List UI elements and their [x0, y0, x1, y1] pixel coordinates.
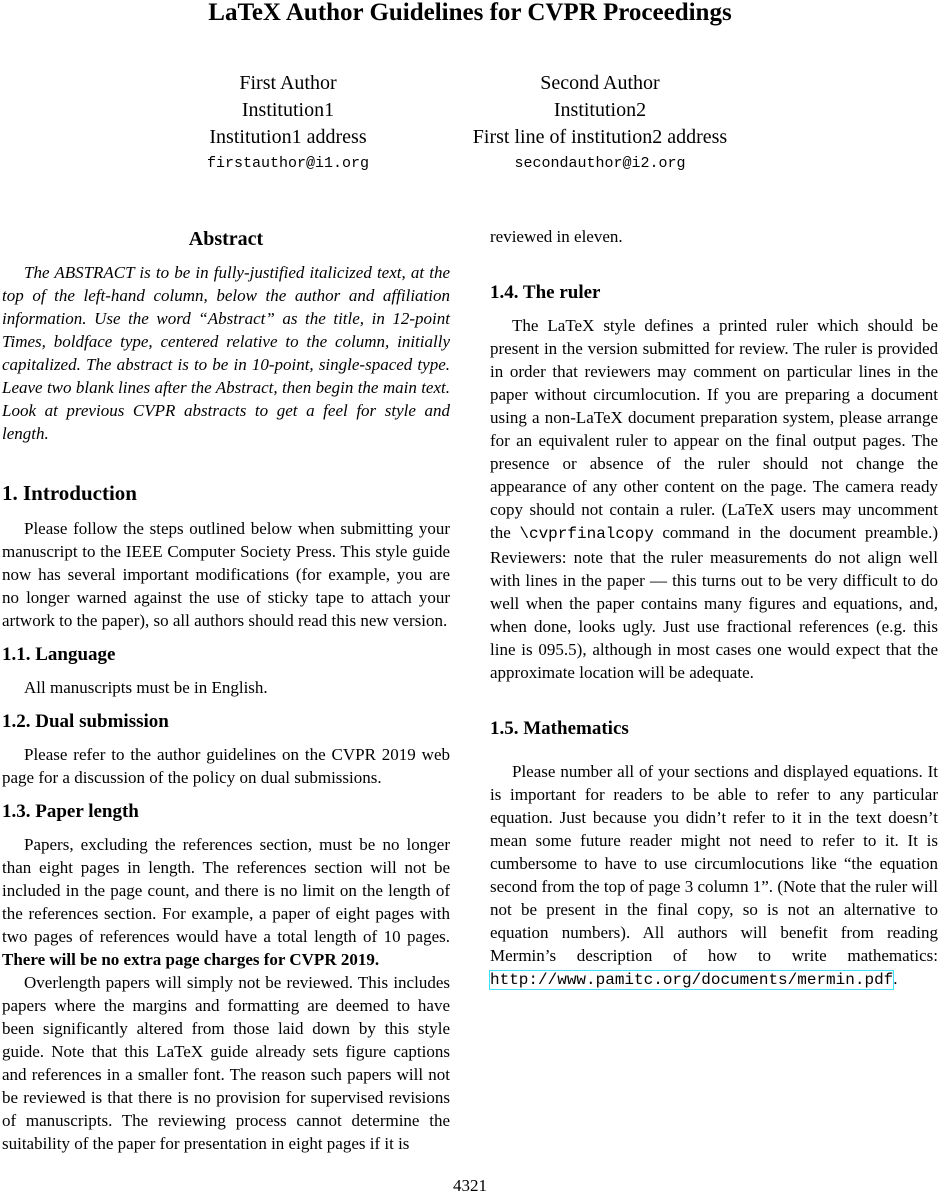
left-column: [2, 225, 450, 1155]
paper-title: LaTeX Author Guidelines for CVPR Proceedings: [208, 0, 732, 26]
author-2-email: secondauthor@i2.org: [514, 155, 686, 172]
paper-length-heading: 1.3. Paper length: [2, 801, 139, 822]
author-2-address: First line of institution2 address: [472, 126, 728, 148]
paper-length-paragraph-2-continued: reviewed in eleven.: [490, 227, 623, 246]
author-2: [440, 70, 760, 175]
ruler-text-b: command in the document preamble.) Reviewers: note that the ruler measurements do not align well with lines in the paper — this turns out to be very difficult to do well when the paper contains many figures and equations, and, when done, looks ugly. Just use fractional references (e.g. this line is 095.5), although in most cases one would expect that the approximate location will be adequate.: [490, 523, 938, 682]
mathematics-heading: 1.5. Mathematics: [490, 718, 629, 739]
ruler-text: [490, 314, 938, 684]
ruler-heading: 1.4. The ruler: [490, 282, 601, 303]
author-1-institution: Institution1: [241, 99, 335, 121]
mermin-link[interactable]: http://www.pamitc.org/documents/mermin.pdf: [490, 971, 894, 989]
author-1: [198, 70, 378, 175]
no-extra-charges-note: There will be no extra page charges for CVPR 2019.: [2, 950, 380, 969]
language-text: All manuscripts must be in English.: [24, 678, 268, 697]
ruler-text-a: The LaTeX style defines a printed ruler which should be present in the version submitted for review. The ruler is provided in order that reviewers may comment on particular lines in the paper without circumlocution. If you are preparing a document using a non-LaTeX document preparation system, please arrange for an equivalent ruler to appear on the final output pages. The presence or absence of the ruler should not change the appearance of any other content on the page. The camera ready copy should not contain a ruler. (LaTeX users may uncomment the: [490, 316, 938, 542]
abstract-text: The ABSTRACT is to be in fully-justified italicized text, at the top of the left-hand column, below the author and affiliation information. Use the word “Abstract” as the title, in 12-point Times, boldface type, centered relative to the column, initially capitalized. The abstract is to be in 10-point, single-spaced type. Leave two blank lines after the Abstract, then begin the main text. Look at previous CVPR abstracts to get a feel for style and length.: [2, 263, 450, 443]
introduction-text: Please follow the steps outlined below when submitting your manuscript to the IEEE Computer Society Press. This style guide now has several important modifications (for example, you are no longer warned against the use of sticky tape to attach your artwork to the paper), so all authors should read this new version.: [2, 519, 450, 630]
paper-length-paragraph-2: Overlength papers will simply not be reviewed. This includes papers where the margins and formatting are deemed to have been significantly altered from those laid down by this style guide. Note that this LaTeX guide already sets figure captions and references in a smaller font. The reason such papers will not be reviewed is that there is no provision for supervised revisions of manuscripts. The reviewing process cannot determine the suitability of the paper for presentation in eight pages if it is: [2, 973, 450, 1153]
cvprfinalcopy-command: \cvprfinalcopy: [519, 525, 654, 543]
dual-submission-heading: 1.2. Dual submission: [2, 711, 169, 732]
page-number: 4321: [453, 1176, 487, 1195]
mathematics-text: [490, 760, 938, 992]
right-column: [490, 225, 938, 992]
abstract-heading: Abstract: [188, 228, 264, 250]
paper-length-text: Papers, excluding the references section, must be no longer than eight pages in length. The references section will not be included in the page count, and there is no limit on the length of the references section. For example, a paper of eight pages with two pages of references would have a total length of 10 pages.: [2, 835, 450, 946]
introduction-heading: 1. Introduction: [2, 481, 137, 505]
author-1-name: First Author: [239, 72, 337, 94]
author-1-email: firstauthor@i1.org: [206, 155, 370, 172]
language-heading: 1.1. Language: [2, 644, 116, 665]
mathematics-text-end: .: [893, 969, 898, 988]
author-2-institution: Institution2: [553, 99, 647, 121]
author-2-name: Second Author: [540, 72, 660, 94]
mathematics-text-body: Please number all of your sections and displayed equations. It is important for readers to be able to refer to any particular equation. Just because you didn’t refer to it in the text doesn’t mean some future reader might not need to refer to it. It is cumbersome to have to use circumlocutions like “the equation second from the top of page 3 column 1”. (Note that the ruler will not be present in the final copy, so is not an alternative to equation numbers). All authors will benefit from reading Mermin’s description of how to write mathematics:: [490, 762, 938, 965]
author-1-address: Institution1 address: [209, 126, 367, 148]
paper-length-paragraph-1: [2, 833, 450, 971]
dual-submission-text: Please refer to the author guidelines on the CVPR 2019 web page for a discussion of the policy on dual submissions.: [2, 745, 450, 787]
